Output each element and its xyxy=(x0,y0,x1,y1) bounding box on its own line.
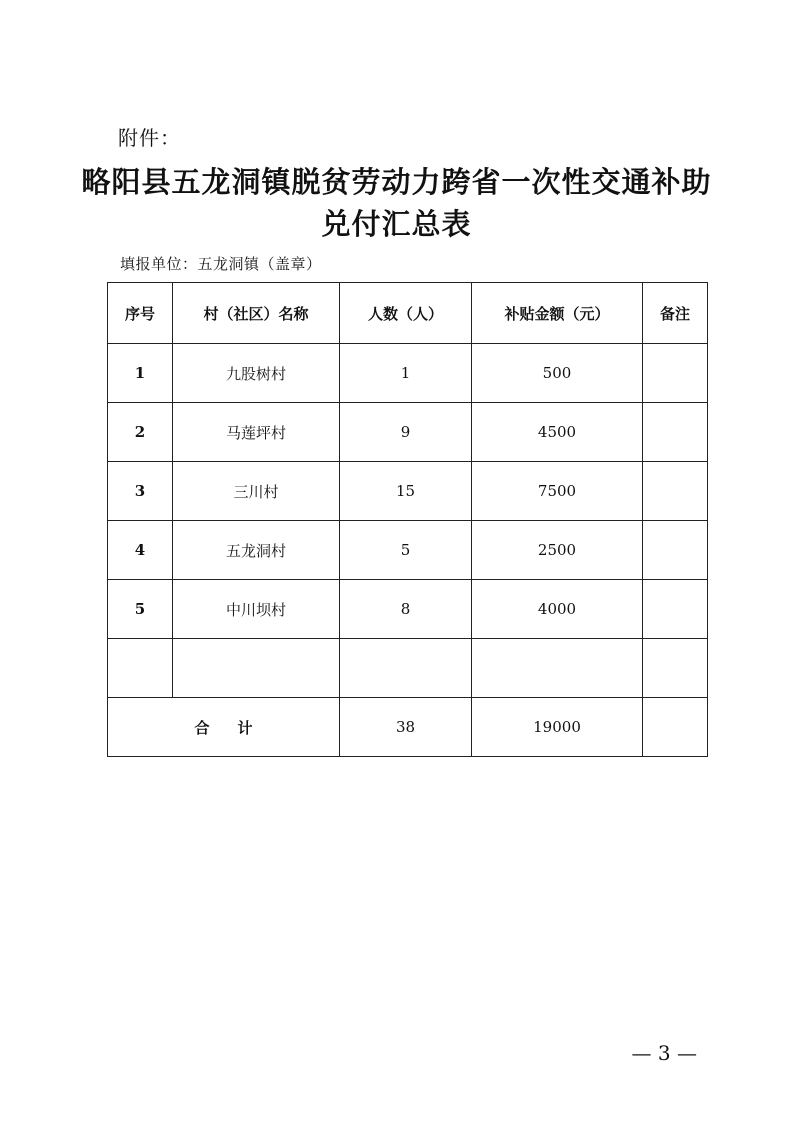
table-row xyxy=(108,403,708,462)
cell-village-name: 三川村 xyxy=(173,462,340,521)
cell-index: 2 xyxy=(108,403,173,462)
header-remarks: 备注 xyxy=(643,283,708,344)
summary-table xyxy=(107,282,708,757)
cell-subsidy-amount: 4000 xyxy=(472,580,643,639)
cell-remarks xyxy=(643,403,708,462)
cell-people-count: 8 xyxy=(340,580,472,639)
table-row-empty xyxy=(108,639,708,698)
cell-village-name xyxy=(173,639,340,698)
cell-index: 1 xyxy=(108,344,173,403)
cell-subsidy-amount: 2500 xyxy=(472,521,643,580)
cell-subsidy-amount: 500 xyxy=(472,344,643,403)
reporting-unit: 填报单位：五龙洞镇（盖章） xyxy=(120,255,322,273)
cell-index: 3 xyxy=(108,462,173,521)
cell-village-name: 五龙洞村 xyxy=(173,521,340,580)
cell-village-name: 中川坝村 xyxy=(173,580,340,639)
table-row xyxy=(108,462,708,521)
document-title-line2: 兑付汇总表 xyxy=(321,207,472,241)
cell-village-name: 马莲坪村 xyxy=(173,403,340,462)
cell-people-count: 15 xyxy=(340,462,472,521)
cell-index xyxy=(108,639,173,698)
cell-index: 4 xyxy=(108,521,173,580)
table-row xyxy=(108,580,708,639)
table-row xyxy=(108,344,708,403)
total-label-part1: 合 xyxy=(194,718,210,737)
table-row xyxy=(108,521,708,580)
table-total-row xyxy=(108,698,708,757)
cell-remarks xyxy=(643,580,708,639)
table-header-row xyxy=(108,283,708,344)
document-title-line1: 略阳县五龙洞镇脱贫劳动力跨省一次性交通补助 xyxy=(81,165,712,199)
cell-people-count xyxy=(340,639,472,698)
header-people-count: 人数（人） xyxy=(340,283,472,344)
total-subsidy-amount: 19000 xyxy=(472,698,643,757)
page-number: — 3 — xyxy=(631,1041,697,1065)
cell-subsidy-amount xyxy=(472,639,643,698)
total-label xyxy=(108,698,340,757)
cell-remarks xyxy=(643,639,708,698)
cell-index: 5 xyxy=(108,580,173,639)
total-label-part2: 计 xyxy=(237,718,253,737)
header-village-name: 村（社区）名称 xyxy=(173,283,340,344)
cell-village-name: 九股树村 xyxy=(173,344,340,403)
header-subsidy-amount: 补贴金额（元） xyxy=(472,283,643,344)
attachment-label: 附件： xyxy=(118,126,181,150)
cell-subsidy-amount: 4500 xyxy=(472,403,643,462)
total-remarks xyxy=(643,698,708,757)
cell-remarks xyxy=(643,462,708,521)
cell-people-count: 9 xyxy=(340,403,472,462)
cell-people-count: 1 xyxy=(340,344,472,403)
header-index: 序号 xyxy=(108,283,173,344)
total-people-count: 38 xyxy=(340,698,472,757)
cell-people-count: 5 xyxy=(340,521,472,580)
cell-remarks xyxy=(643,521,708,580)
cell-remarks xyxy=(643,344,708,403)
cell-subsidy-amount: 7500 xyxy=(472,462,643,521)
